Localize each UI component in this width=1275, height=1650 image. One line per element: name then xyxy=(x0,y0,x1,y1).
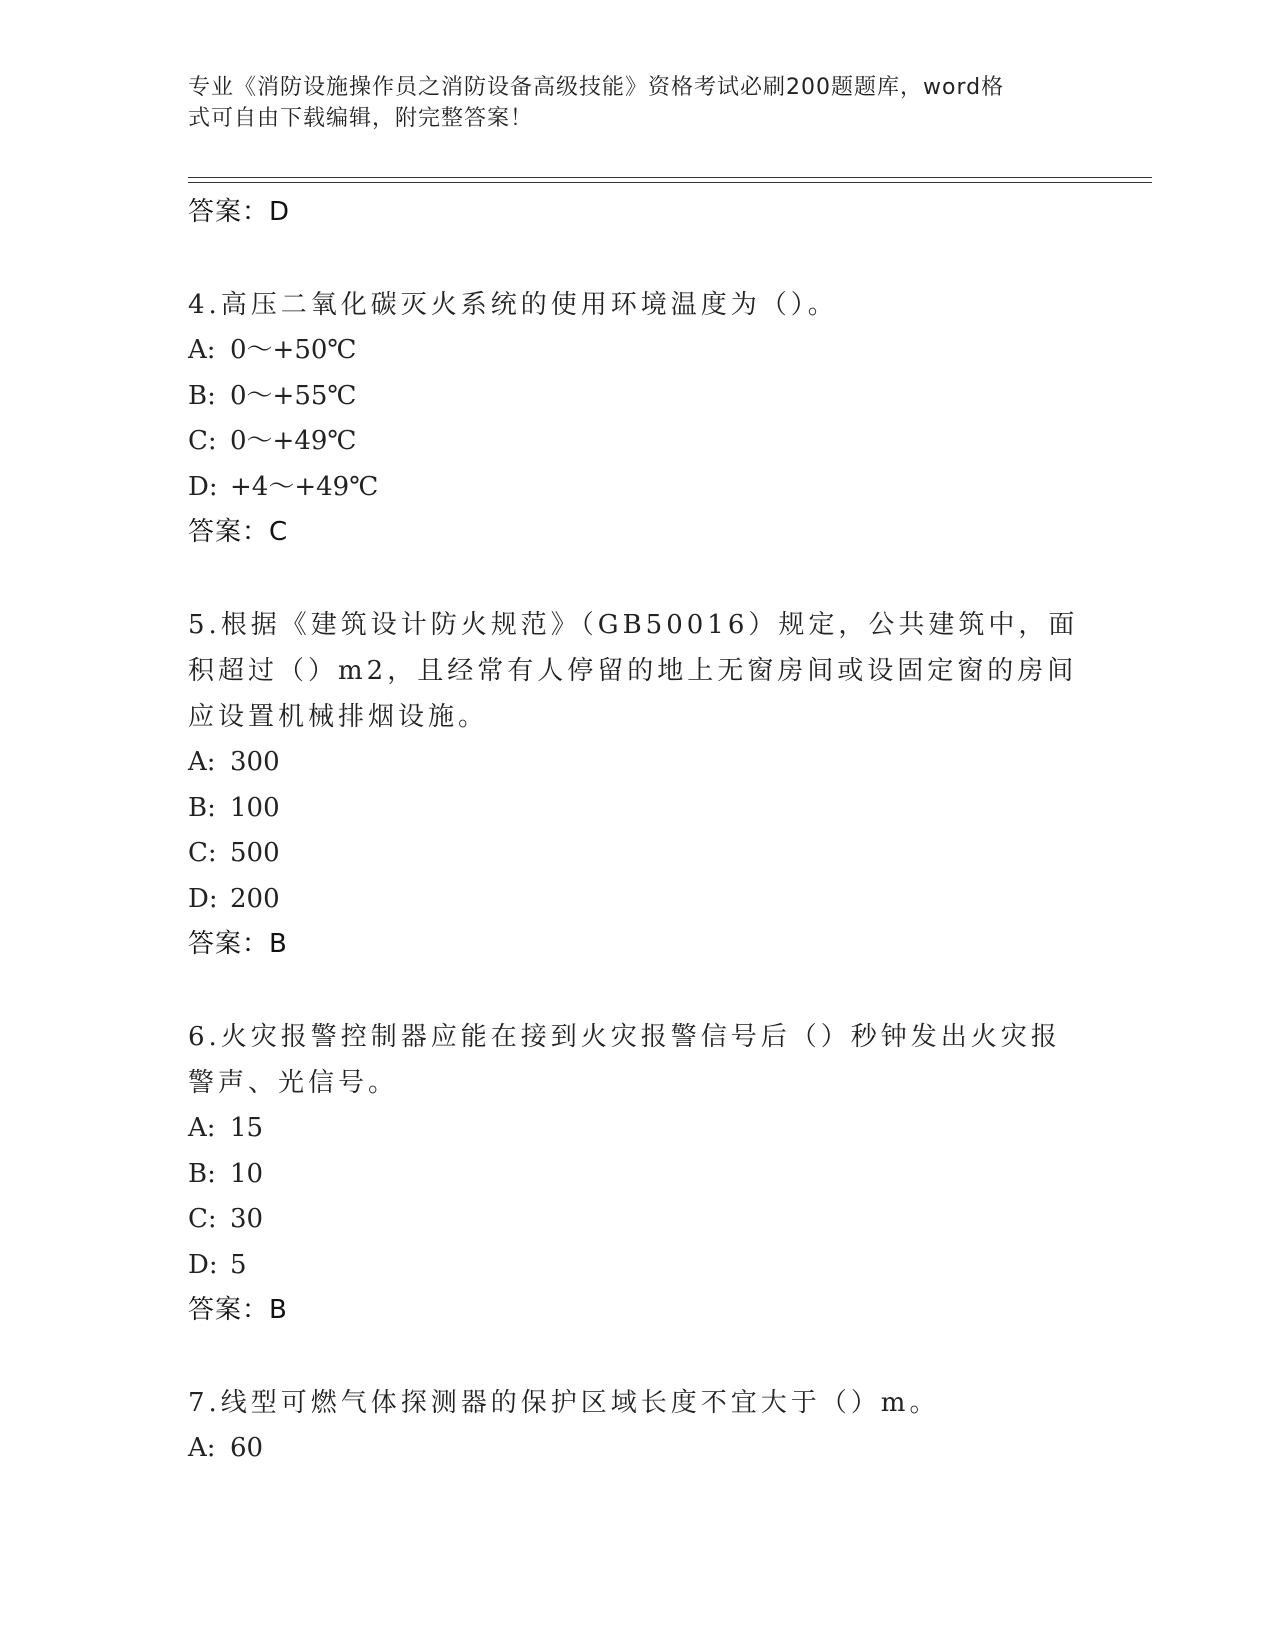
option-key: A: xyxy=(188,335,216,365)
option-value: 60 xyxy=(230,1433,264,1463)
option-value: 0～+50℃ xyxy=(230,335,357,365)
option-b xyxy=(188,374,1088,420)
option-d xyxy=(188,465,1088,511)
option-value: 300 xyxy=(230,747,280,777)
question-text: 7.线型可燃气体探测器的保护区域长度不宜大于（）m。 xyxy=(188,1388,940,1418)
option-key: D: xyxy=(188,471,218,502)
option-value: 0～+49℃ xyxy=(230,426,357,456)
option-key: B: xyxy=(188,380,216,411)
option-b xyxy=(188,1152,1088,1198)
question-item xyxy=(188,1014,1088,1332)
option-key: C: xyxy=(188,1204,217,1234)
option-value: 5 xyxy=(230,1249,247,1280)
option-value: 0～+55℃ xyxy=(230,380,357,411)
header-line-2: 式可自由下载编辑，附完整答案！ xyxy=(188,106,534,131)
option-a xyxy=(188,1426,1088,1472)
option-b xyxy=(188,786,1088,832)
answer-line: 答案：D xyxy=(188,197,291,227)
option-value: 500 xyxy=(230,838,280,868)
question-item xyxy=(188,1380,1088,1472)
option-c xyxy=(188,1197,1088,1243)
option-a xyxy=(188,1106,1088,1152)
option-a xyxy=(188,328,1088,374)
option-d xyxy=(188,877,1088,923)
option-a xyxy=(188,740,1088,786)
option-value: 15 xyxy=(230,1113,264,1143)
option-key: D: xyxy=(188,883,218,914)
option-key: B: xyxy=(188,792,216,823)
option-value: +4～+49℃ xyxy=(230,471,379,502)
header-divider-bottom xyxy=(188,182,1152,183)
answer-line: 答案：C xyxy=(188,517,289,547)
question-text: 6.火灾报警控制器应能在接到火灾报警信号后（）秒钟发出火灾报警声、光信号。 xyxy=(188,1022,1061,1098)
option-value: 200 xyxy=(230,883,280,914)
option-d xyxy=(188,1243,1088,1289)
option-value: 100 xyxy=(230,792,280,823)
answer-line: 答案：B xyxy=(188,929,288,959)
question-item xyxy=(188,282,1088,554)
option-key: A: xyxy=(188,1113,216,1143)
question-item xyxy=(188,602,1088,966)
option-key: D: xyxy=(188,1249,218,1280)
option-value: 30 xyxy=(230,1204,264,1234)
option-key: C: xyxy=(188,838,217,868)
option-c xyxy=(188,831,1088,877)
option-key: C: xyxy=(188,426,217,456)
option-value: 10 xyxy=(230,1158,264,1189)
question-text: 4.高压二氧化碳灭火系统的使用环境温度为（）。 xyxy=(188,290,838,320)
answer-line: 答案：B xyxy=(188,1295,288,1325)
document-header xyxy=(188,72,1068,134)
option-c xyxy=(188,419,1088,465)
question-list xyxy=(188,190,1088,1472)
question-text: 5.根据《建筑设计防火规范》（GB50016）规定，公共建筑中，面积超过（）m2，且经常有人停留的地上无窗房间或设固定窗的房间应设置机械排烟设施。 xyxy=(188,610,1079,732)
header-line-1: 专业《消防设施操作员之消防设备高级技能》资格考试必刷200题题库，word格 xyxy=(188,75,1005,100)
option-key: A: xyxy=(188,1433,216,1463)
option-key: B: xyxy=(188,1158,216,1189)
header-divider-top xyxy=(188,177,1152,178)
option-key: A: xyxy=(188,747,216,777)
